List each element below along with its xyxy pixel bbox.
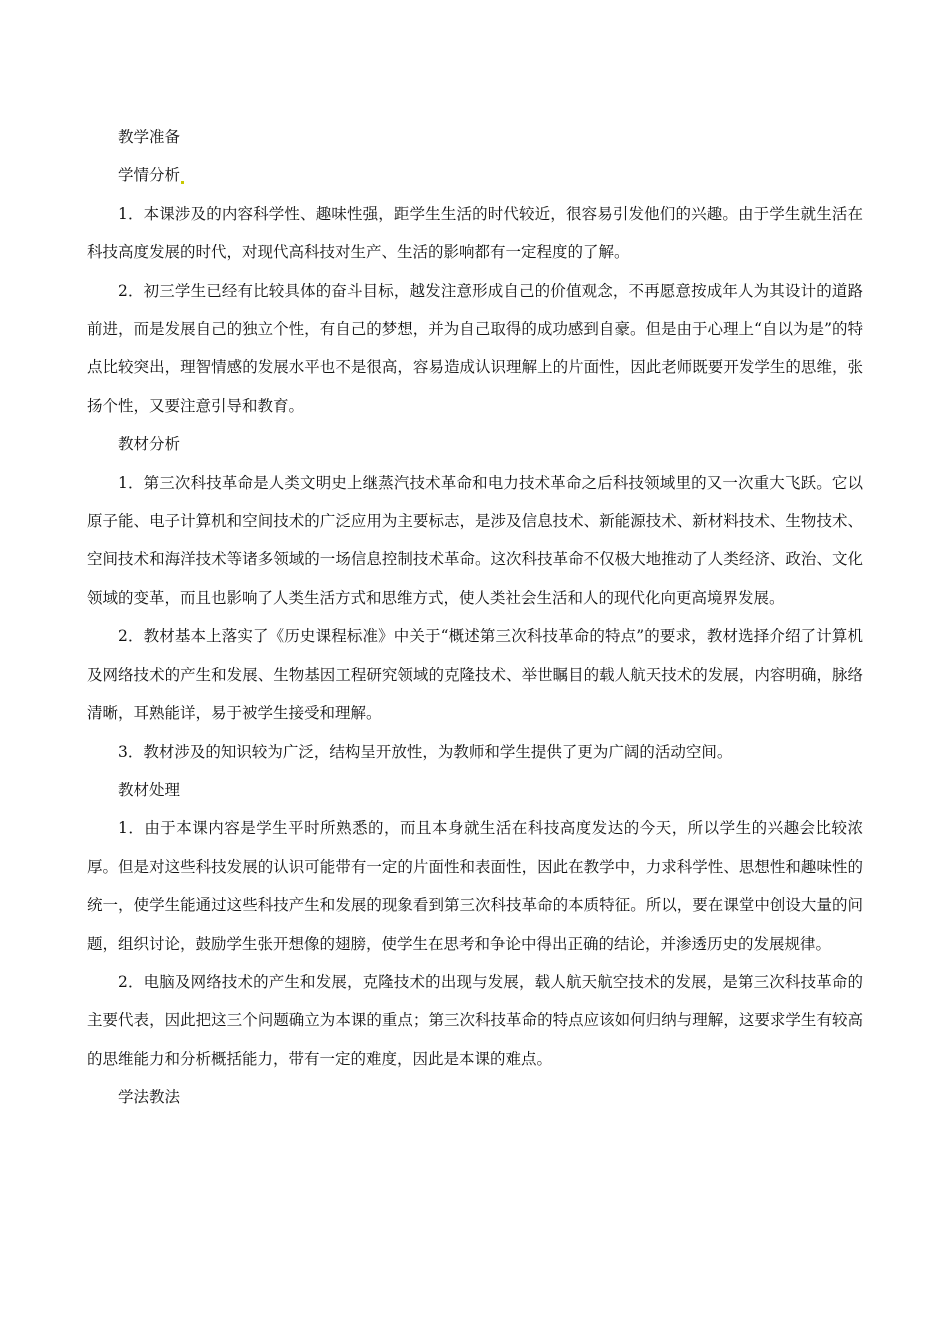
- section-heading: 学法教法: [118, 1088, 181, 1107]
- document-body: [87, 118, 863, 1117]
- paragraph: 2．初三学生已经有比较具体的奋斗目标，越发注意形成自己的价值观念，不再愿意按成年人为其设计的道路前进，而是发展自己的独立个性，有自己的梦想，并为自己取得的成功感到自豪。但是由于心理上“自以为是”的特点比较突出，理智情感的发展水平也不是很高，容易造成认识理解上的片面性，因此老师既要开发学生的思维，张扬个性，又要注意引导和教育。: [87, 281, 863, 415]
- paragraph: 1．由于本课内容是学生平时所熟悉的，而且本身就生活在科技高度发达的今天，所以学生的兴趣会比较浓厚。但是对这些科技发展的认识可能带有一定的片面性和表面性，因此在教学中，力求科学性、思想性和趣味性的统一，使学生能通过这些科技产生和发展的现象看到第三次科技革命的本质特征。所以，要在课堂中创设大量的问题，组织讨论，鼓励学生张开想像的翅膀，使学生在思考和争论中得出正确的结论，并渗透历史的发展规律。: [87, 819, 863, 953]
- section-heading: 教学准备: [118, 128, 181, 146]
- paragraph: 1．第三次科技革命是人类文明史上继蒸汽技术革命和电力技术革命之后科技领域里的又一次重大飞跃。它以原子能、电子计算机和空间技术的广泛应用为主要标志，是涉及信息技术、新能源技术、新材料技术、生物技术、空间技术和海洋技术等诸多领域的一场信息控制技术革命。这次科技革命不仅极大地推动了人类经济、政治、文化领域的变革，而且也影响了人类生活方式和思维方式，使人类社会生活和人的现代化向更高境界发展。: [87, 473, 863, 607]
- section-heading: 教材处理: [118, 780, 181, 799]
- section-heading: 教材分析: [118, 435, 181, 454]
- edit-mark-icon: [181, 181, 184, 184]
- paragraph: 1．本课涉及的内容科学性、趣味性强，距学生生活的时代较近，很容易引发他们的兴趣。由于学生就生活在科技高度发展的时代，对现代高科技对生产、生活的影响都有一定程度的了解。: [87, 204, 863, 262]
- paragraph: 2．电脑及网络技术的产生和发展，克隆技术的出现与发展，载人航天航空技术的发展，是第三次科技革命的主要代表，因此把这三个问题确立为本课的重点；第三次科技革命的特点应该如何归纳与理解，这要求学生有较高的思维能力和分析概括能力，带有一定的难度，因此是本课的难点。: [87, 972, 863, 1068]
- section-heading: 学情分析: [87, 156, 863, 194]
- paragraph: 3．教材涉及的知识较为广泛，结构呈开放性，为教师和学生提供了更为广阔的活动空间。: [118, 742, 733, 761]
- paragraph: 2．教材基本上落实了《历史课程标准》中关于“概述第三次科技革命的特点”的要求，教材选择介绍了计算机及网络技术的产生和发展、生物基因工程研究领域的克隆技术、举世瞩目的载人航天技术的发展，内容明确，脉络清晰，耳熟能详，易于被学生接受和理解。: [87, 627, 863, 723]
